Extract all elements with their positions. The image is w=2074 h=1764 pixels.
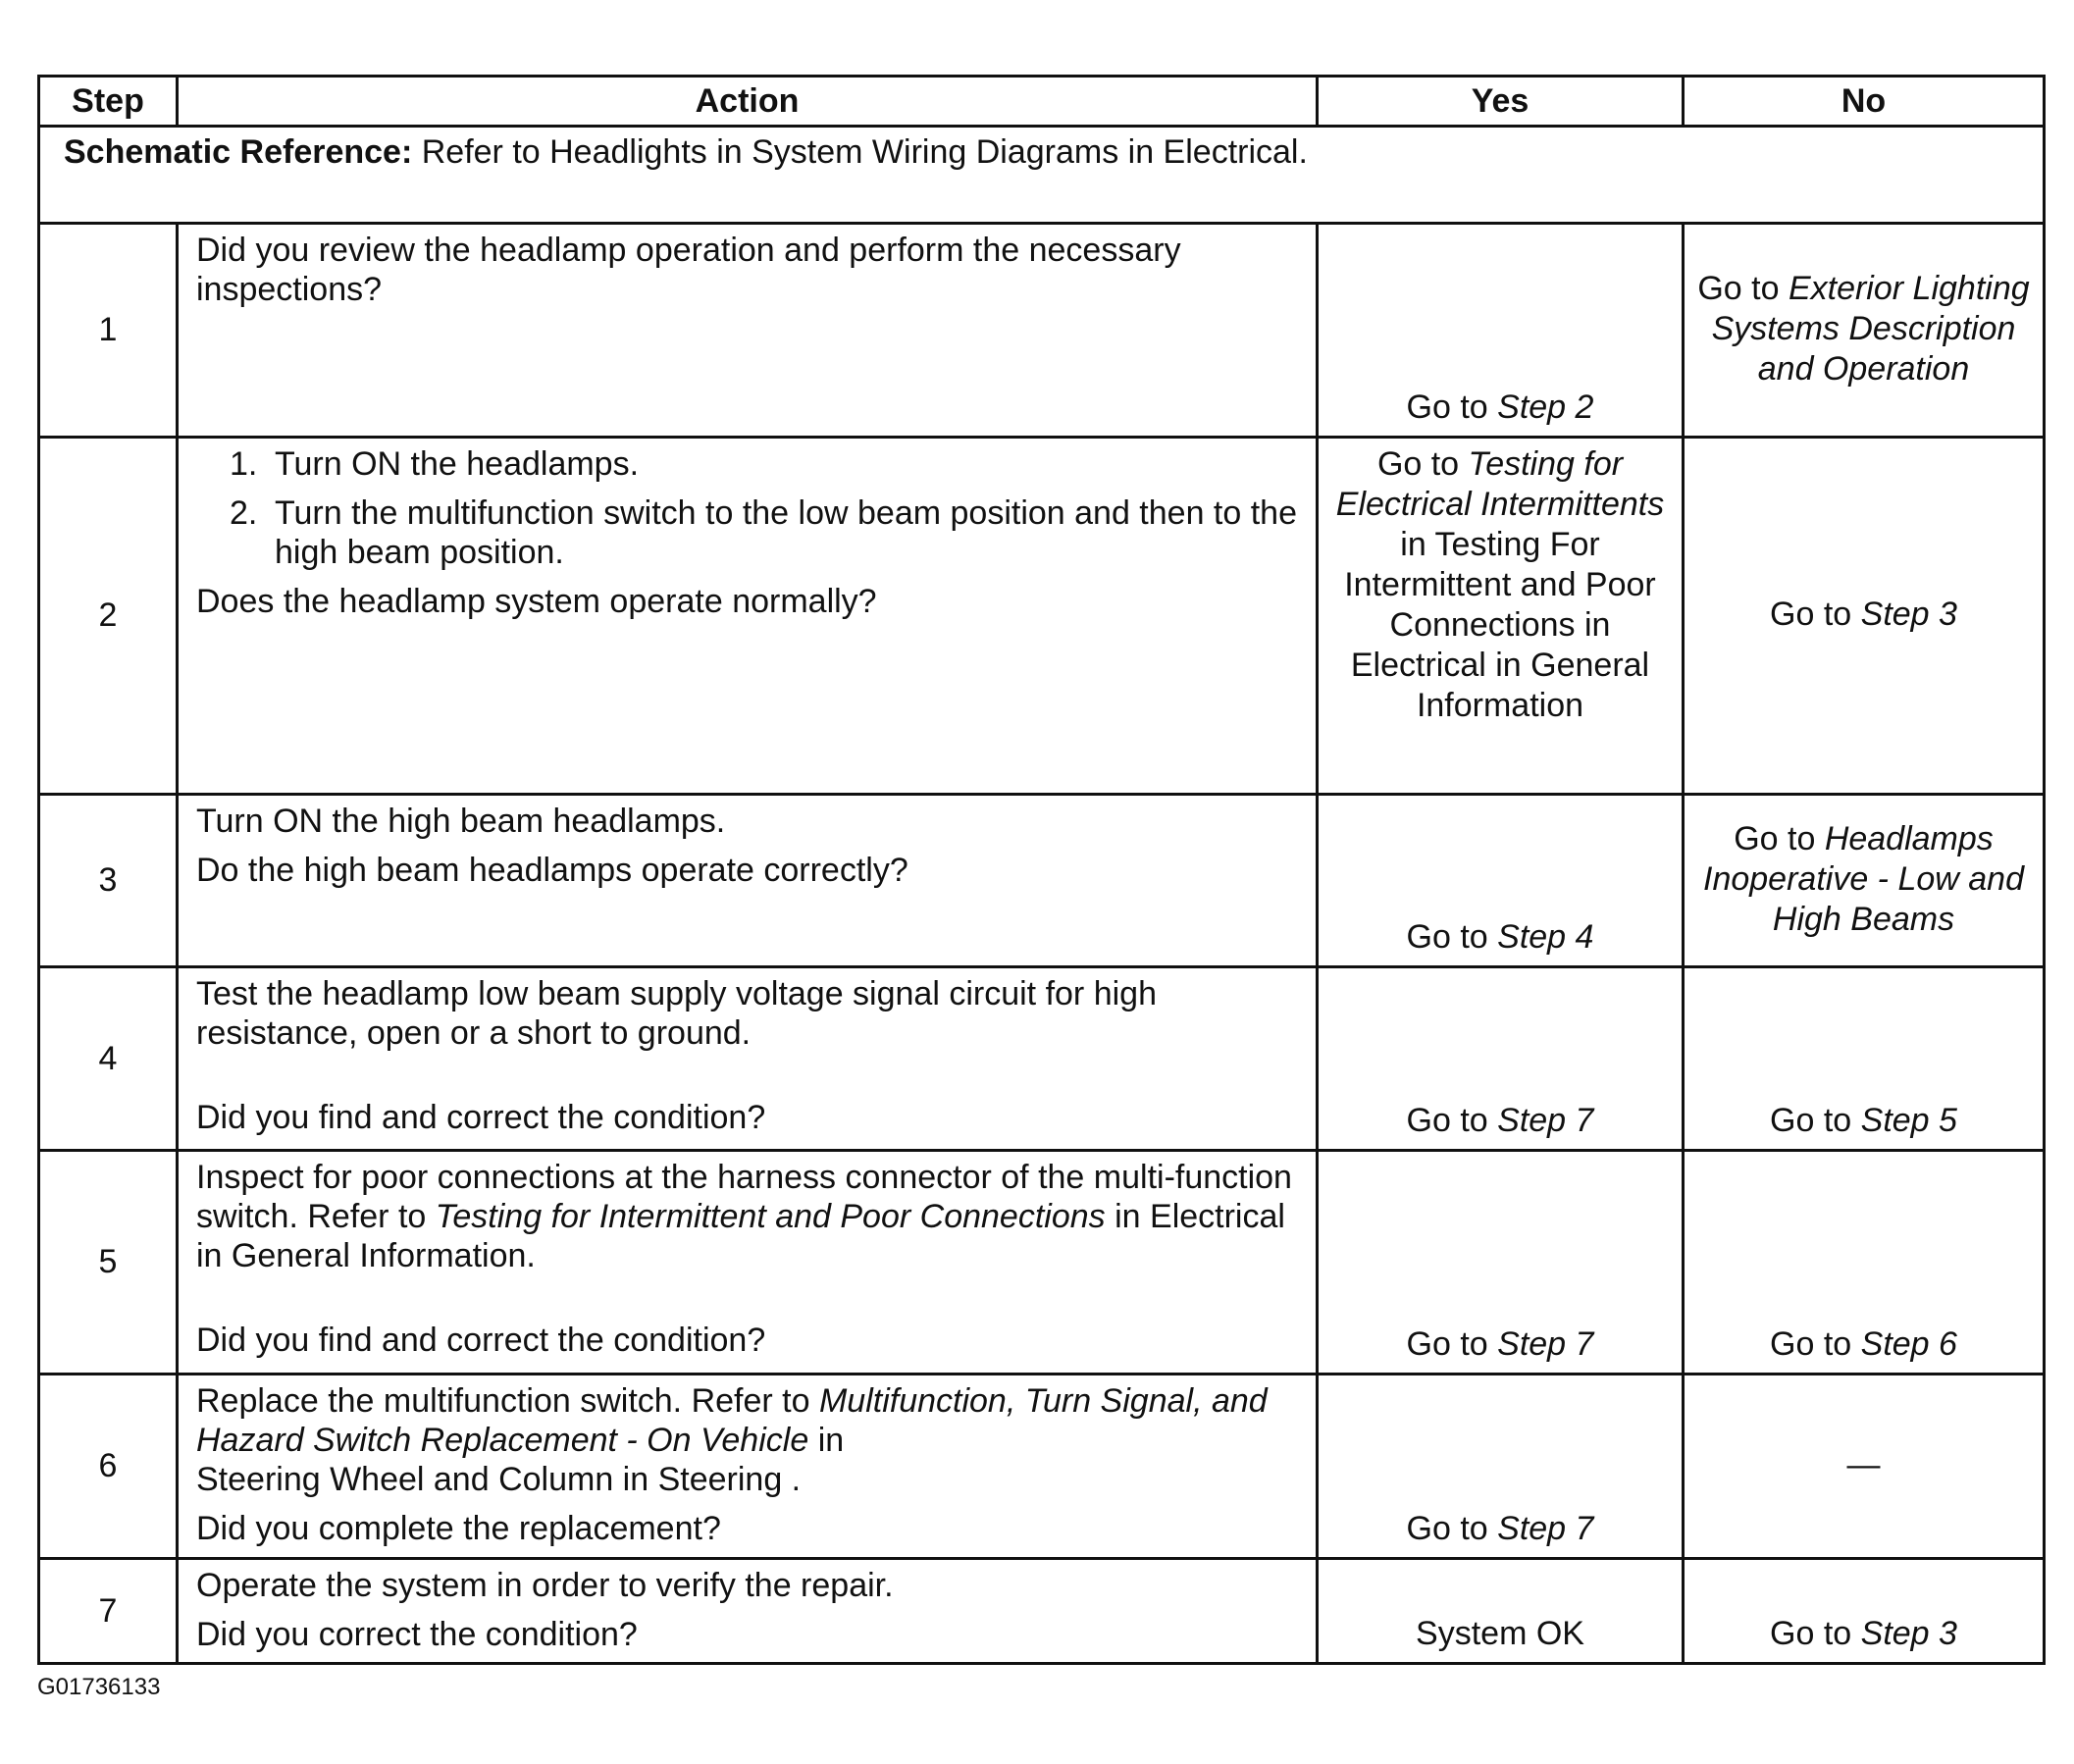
no-cell: [1684, 967, 2045, 1151]
step-number: 3: [39, 795, 178, 967]
action-text: Operate the system in order to verify the repair.: [196, 1567, 894, 1604]
no-dash: —: [1846, 1446, 1881, 1483]
action-text: [196, 1158, 1302, 1275]
yes-cell: [1318, 967, 1684, 1151]
schematic-text: Refer to Headlights in System Wiring Diagrams in Electrical.: [412, 133, 1308, 171]
schematic-label: Schematic Reference:: [64, 133, 413, 171]
yes-cell: [1318, 438, 1684, 795]
header-no: No: [1684, 77, 2045, 127]
list-text: Turn ON the headlamps.: [275, 445, 640, 483]
go-to-text: Go to: [1697, 270, 1789, 307]
go-to-text: Go to: [1406, 918, 1498, 956]
action-cell: [178, 967, 1318, 1151]
result-text: System OK: [1416, 1615, 1584, 1652]
list-number: 2.: [230, 494, 258, 532]
step-link[interactable]: Step 7: [1497, 1102, 1594, 1139]
step-link[interactable]: Step 2: [1497, 389, 1594, 426]
step-link[interactable]: Step 3: [1860, 596, 1957, 633]
go-to-text: Go to: [1376, 445, 1469, 483]
reference-link[interactable]: Headlamps Inoperative - Low and High Beams: [1703, 820, 2024, 938]
step-number: 2: [39, 438, 178, 795]
yes-cell: [1318, 1559, 1684, 1664]
reference-link[interactable]: Exterior Lighting Systems Description and Operation: [1711, 270, 2030, 388]
step-link[interactable]: Step 6: [1860, 1325, 1957, 1363]
step-link[interactable]: Step 7: [1497, 1325, 1594, 1363]
table-row: [39, 1151, 2045, 1375]
list-item: [230, 493, 1302, 572]
yes-cell: [1318, 1151, 1684, 1375]
step-link[interactable]: Step 4: [1497, 918, 1594, 956]
action-text-part: Replace the multifunction switch. Refer to: [196, 1382, 819, 1420]
table-row: [39, 224, 2045, 438]
yes-cell: [1318, 795, 1684, 967]
go-to-text: Go to: [1406, 1325, 1498, 1363]
go-to-text: Go to: [1770, 1325, 1861, 1363]
yes-cell: [1318, 1375, 1684, 1559]
action-text: [196, 1381, 1302, 1460]
schematic-row: [39, 127, 2045, 224]
go-to-text: Go to: [1406, 1102, 1498, 1139]
list-text: Turn the multifunction switch to the low beam position and then to the high beam position.: [275, 494, 1297, 571]
step-link[interactable]: Step 7: [1497, 1510, 1594, 1547]
reference-text: in Testing For Intermittent and Poor Connections in Electrical in General Information: [1344, 526, 1656, 724]
action-text: Turn ON the high beam headlamps.: [196, 803, 726, 840]
question-text: Did you find and correct the condition?: [196, 1099, 766, 1136]
action-text: Test the headlamp low beam supply voltage signal circuit for high resistance, open or a short to ground.: [196, 975, 1157, 1052]
action-cell: [178, 1151, 1318, 1375]
list-item: [230, 444, 1302, 484]
go-to-text: Go to: [1770, 1615, 1861, 1652]
step-number: 6: [39, 1375, 178, 1559]
no-cell: [1684, 795, 2045, 967]
diagnostic-table: [37, 75, 2046, 1665]
action-cell: [178, 224, 1318, 438]
action-cell: [178, 795, 1318, 967]
header-step: Step: [39, 77, 178, 127]
step-link[interactable]: Step 3: [1860, 1615, 1957, 1652]
schematic-reference: [39, 127, 2045, 224]
no-cell: [1684, 224, 2045, 438]
action-cell: [178, 1375, 1318, 1559]
reference-link[interactable]: Testing for Electrical Intermittents: [1335, 445, 1665, 523]
action-text-part: in Electrical in General Information.: [196, 1198, 1285, 1274]
question-text: Do the high beam headlamps operate correctly?: [196, 852, 908, 889]
go-to-text: Go to: [1770, 596, 1861, 633]
reference-link[interactable]: Testing for Intermittent and Poor Connections: [435, 1198, 1106, 1235]
no-cell: [1684, 1375, 2045, 1559]
go-to-text: Go to: [1406, 389, 1498, 426]
table-row: [39, 795, 2045, 967]
question-text: Did you find and correct the condition?: [196, 1322, 766, 1359]
action-text-line2: Steering Wheel and Column in Steering .: [196, 1461, 802, 1498]
step-number: 7: [39, 1559, 178, 1664]
step-number: 5: [39, 1151, 178, 1375]
action-text: Did you review the headlamp operation and perform the necessary inspections?: [196, 232, 1181, 308]
no-cell: [1684, 438, 2045, 795]
go-to-text: Go to: [1770, 1102, 1861, 1139]
go-to-text: Go to: [1734, 820, 1825, 857]
step-number: 4: [39, 967, 178, 1151]
no-cell: [1684, 1151, 2045, 1375]
no-cell: [1684, 1559, 2045, 1664]
step-link[interactable]: Step 5: [1860, 1102, 1957, 1139]
yes-cell: [1318, 224, 1684, 438]
go-to-text: Go to: [1406, 1510, 1498, 1547]
header-row: [39, 77, 2045, 127]
action-cell: [178, 438, 1318, 795]
question-text: Does the headlamp system operate normally?: [196, 583, 877, 620]
table-row: [39, 1375, 2045, 1559]
table-row: [39, 967, 2045, 1151]
action-cell: [178, 1559, 1318, 1664]
reference-link[interactable]: Multifunction, Turn Signal, and Hazard Switch Replacement - On Vehicle: [196, 1382, 1268, 1459]
step-number: 1: [39, 224, 178, 438]
figure-id: G01736133: [37, 1674, 161, 1700]
table-row: [39, 1559, 2045, 1664]
header-yes: Yes: [1318, 77, 1684, 127]
question-text: Did you correct the condition?: [196, 1616, 638, 1653]
question-text: Did you complete the replacement?: [196, 1510, 721, 1547]
action-text-part: Inspect for poor connections at the harness connector of the multi-function switch. Refer to: [196, 1159, 1292, 1235]
table-row: [39, 438, 2045, 795]
list-number: 1.: [230, 445, 258, 483]
header-action: Action: [178, 77, 1318, 127]
action-text-part: in: [808, 1422, 845, 1459]
